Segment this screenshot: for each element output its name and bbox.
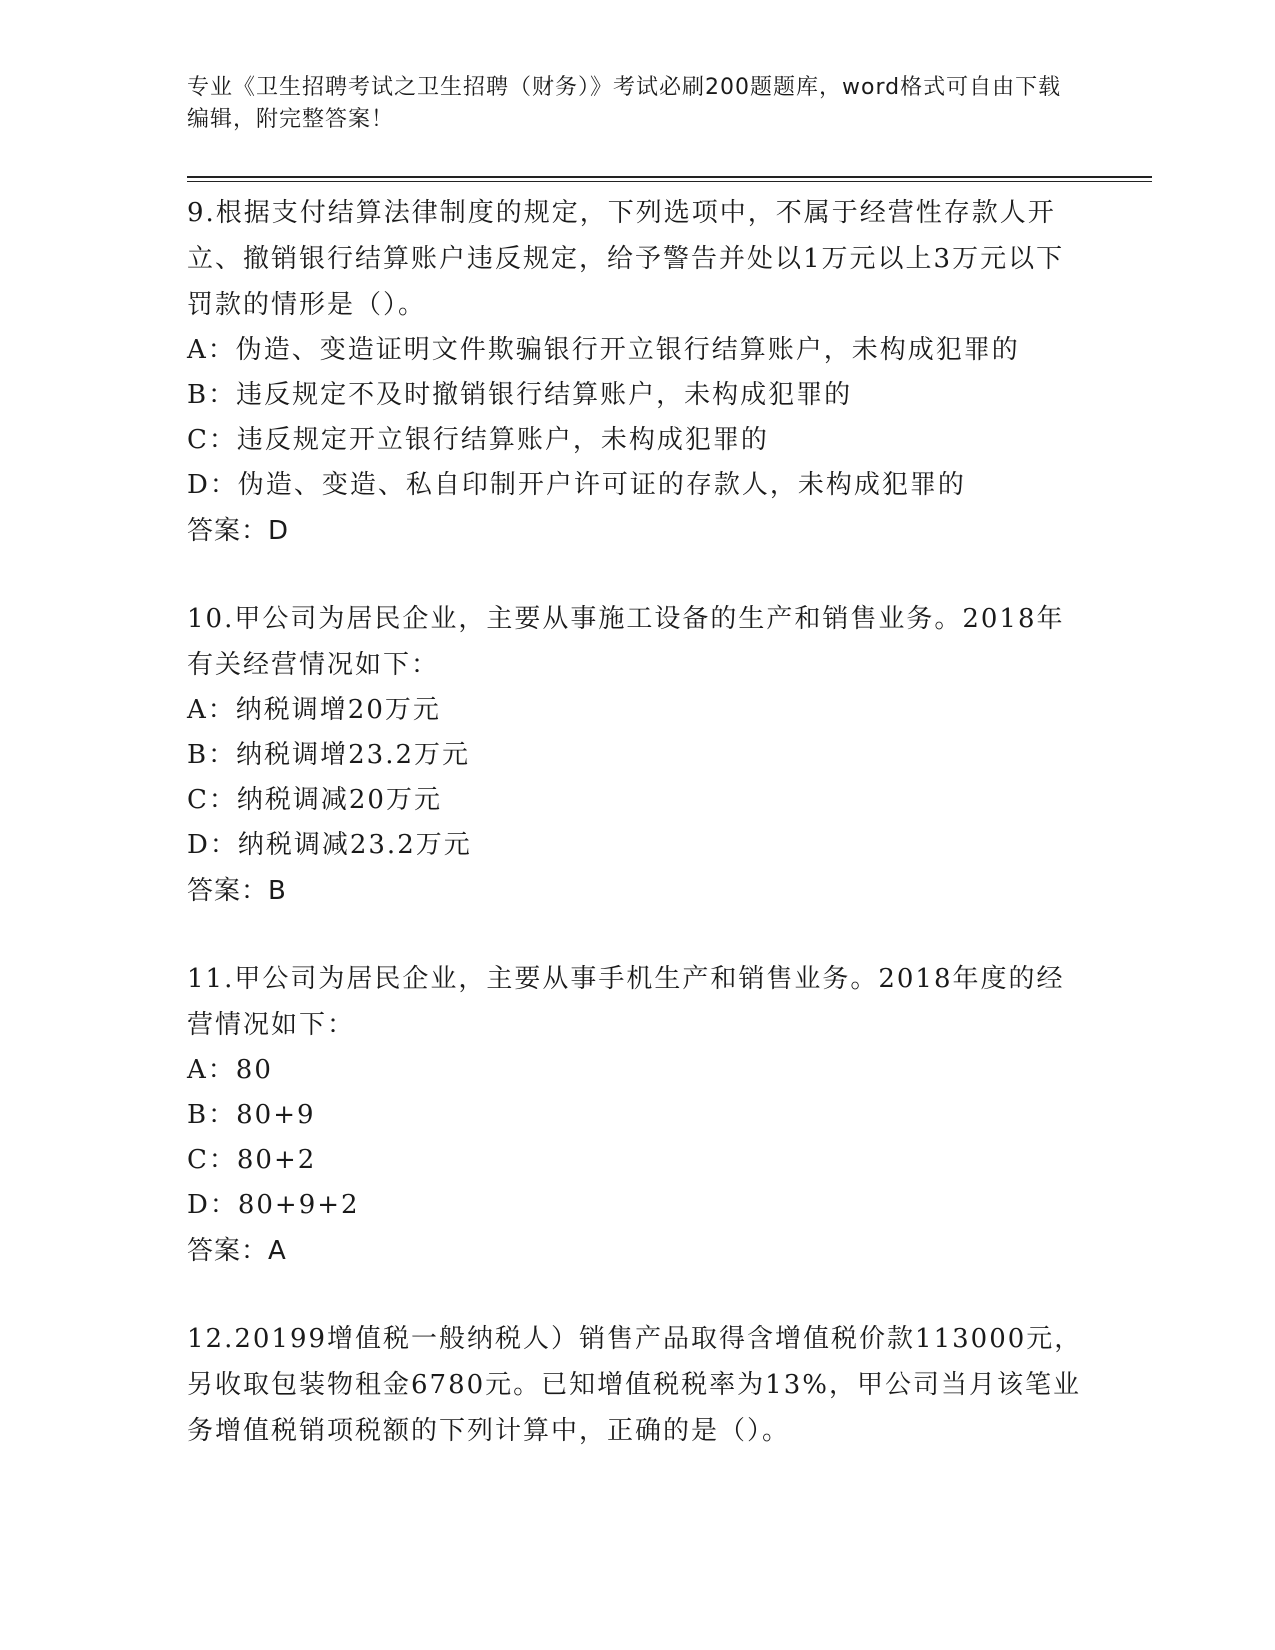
option-b: B：纳税调增23.2万元 — [187, 740, 470, 770]
question-list — [187, 190, 1087, 1454]
option-d: D：纳税调减23.2万元 — [187, 830, 472, 860]
document-header: 专业《卫生招聘考试之卫生招聘（财务）》考试必刷200题题库，word格式可自由下载编辑，附完整答案！ — [187, 75, 1062, 132]
question-stem: 12.20199增值税一般纳税人）销售产品取得含增值税价款113000元，另收取包装物租金6780元。已知增值税税率为13%，甲公司当月该笔业务增值税销项税额的下列计算中，正确的是（）。 — [187, 1324, 1083, 1446]
answer: 答案：D — [187, 516, 290, 546]
answer: 答案：A — [187, 1236, 287, 1266]
option-c: C：80+2 — [187, 1145, 317, 1175]
header-divider-thick — [187, 176, 1152, 178]
question-stem: 11.甲公司为居民企业，主要从事手机生产和销售业务。2018年度的经营情况如下： — [187, 964, 1065, 1040]
question-stem: 10.甲公司为居民企业，主要从事施工设备的生产和销售业务。2018年有关经营情况如下： — [187, 604, 1065, 680]
option-d: D：伪造、变造、私自印制开户许可证的存款人，未构成犯罪的 — [187, 470, 966, 500]
header-divider-thin — [187, 181, 1152, 182]
question-9 — [187, 190, 1087, 554]
question-11 — [187, 956, 1087, 1274]
answer: 答案：B — [187, 876, 287, 906]
question-stem: 9.根据支付结算法律制度的规定，下列选项中，不属于经营性存款人开立、撤销银行结算账户违反规定，给予警告并处以1万元以上3万元以下罚款的情形是（）。 — [187, 198, 1065, 320]
option-c: C：纳税调减20万元 — [187, 785, 442, 815]
option-a: A：纳税调增20万元 — [187, 695, 441, 725]
question-10 — [187, 596, 1087, 914]
option-a: A：伪造、变造证明文件欺骗银行开立银行结算账户，未构成犯罪的 — [187, 335, 1020, 365]
question-12 — [187, 1316, 1087, 1454]
option-b: B：80+9 — [187, 1100, 316, 1130]
option-a: A：80 — [187, 1055, 273, 1085]
option-b: B：违反规定不及时撤销银行结算账户，未构成犯罪的 — [187, 380, 853, 410]
option-c: C：违反规定开立银行结算账户，未构成犯罪的 — [187, 425, 769, 455]
option-d: D：80+9+2 — [187, 1190, 360, 1220]
